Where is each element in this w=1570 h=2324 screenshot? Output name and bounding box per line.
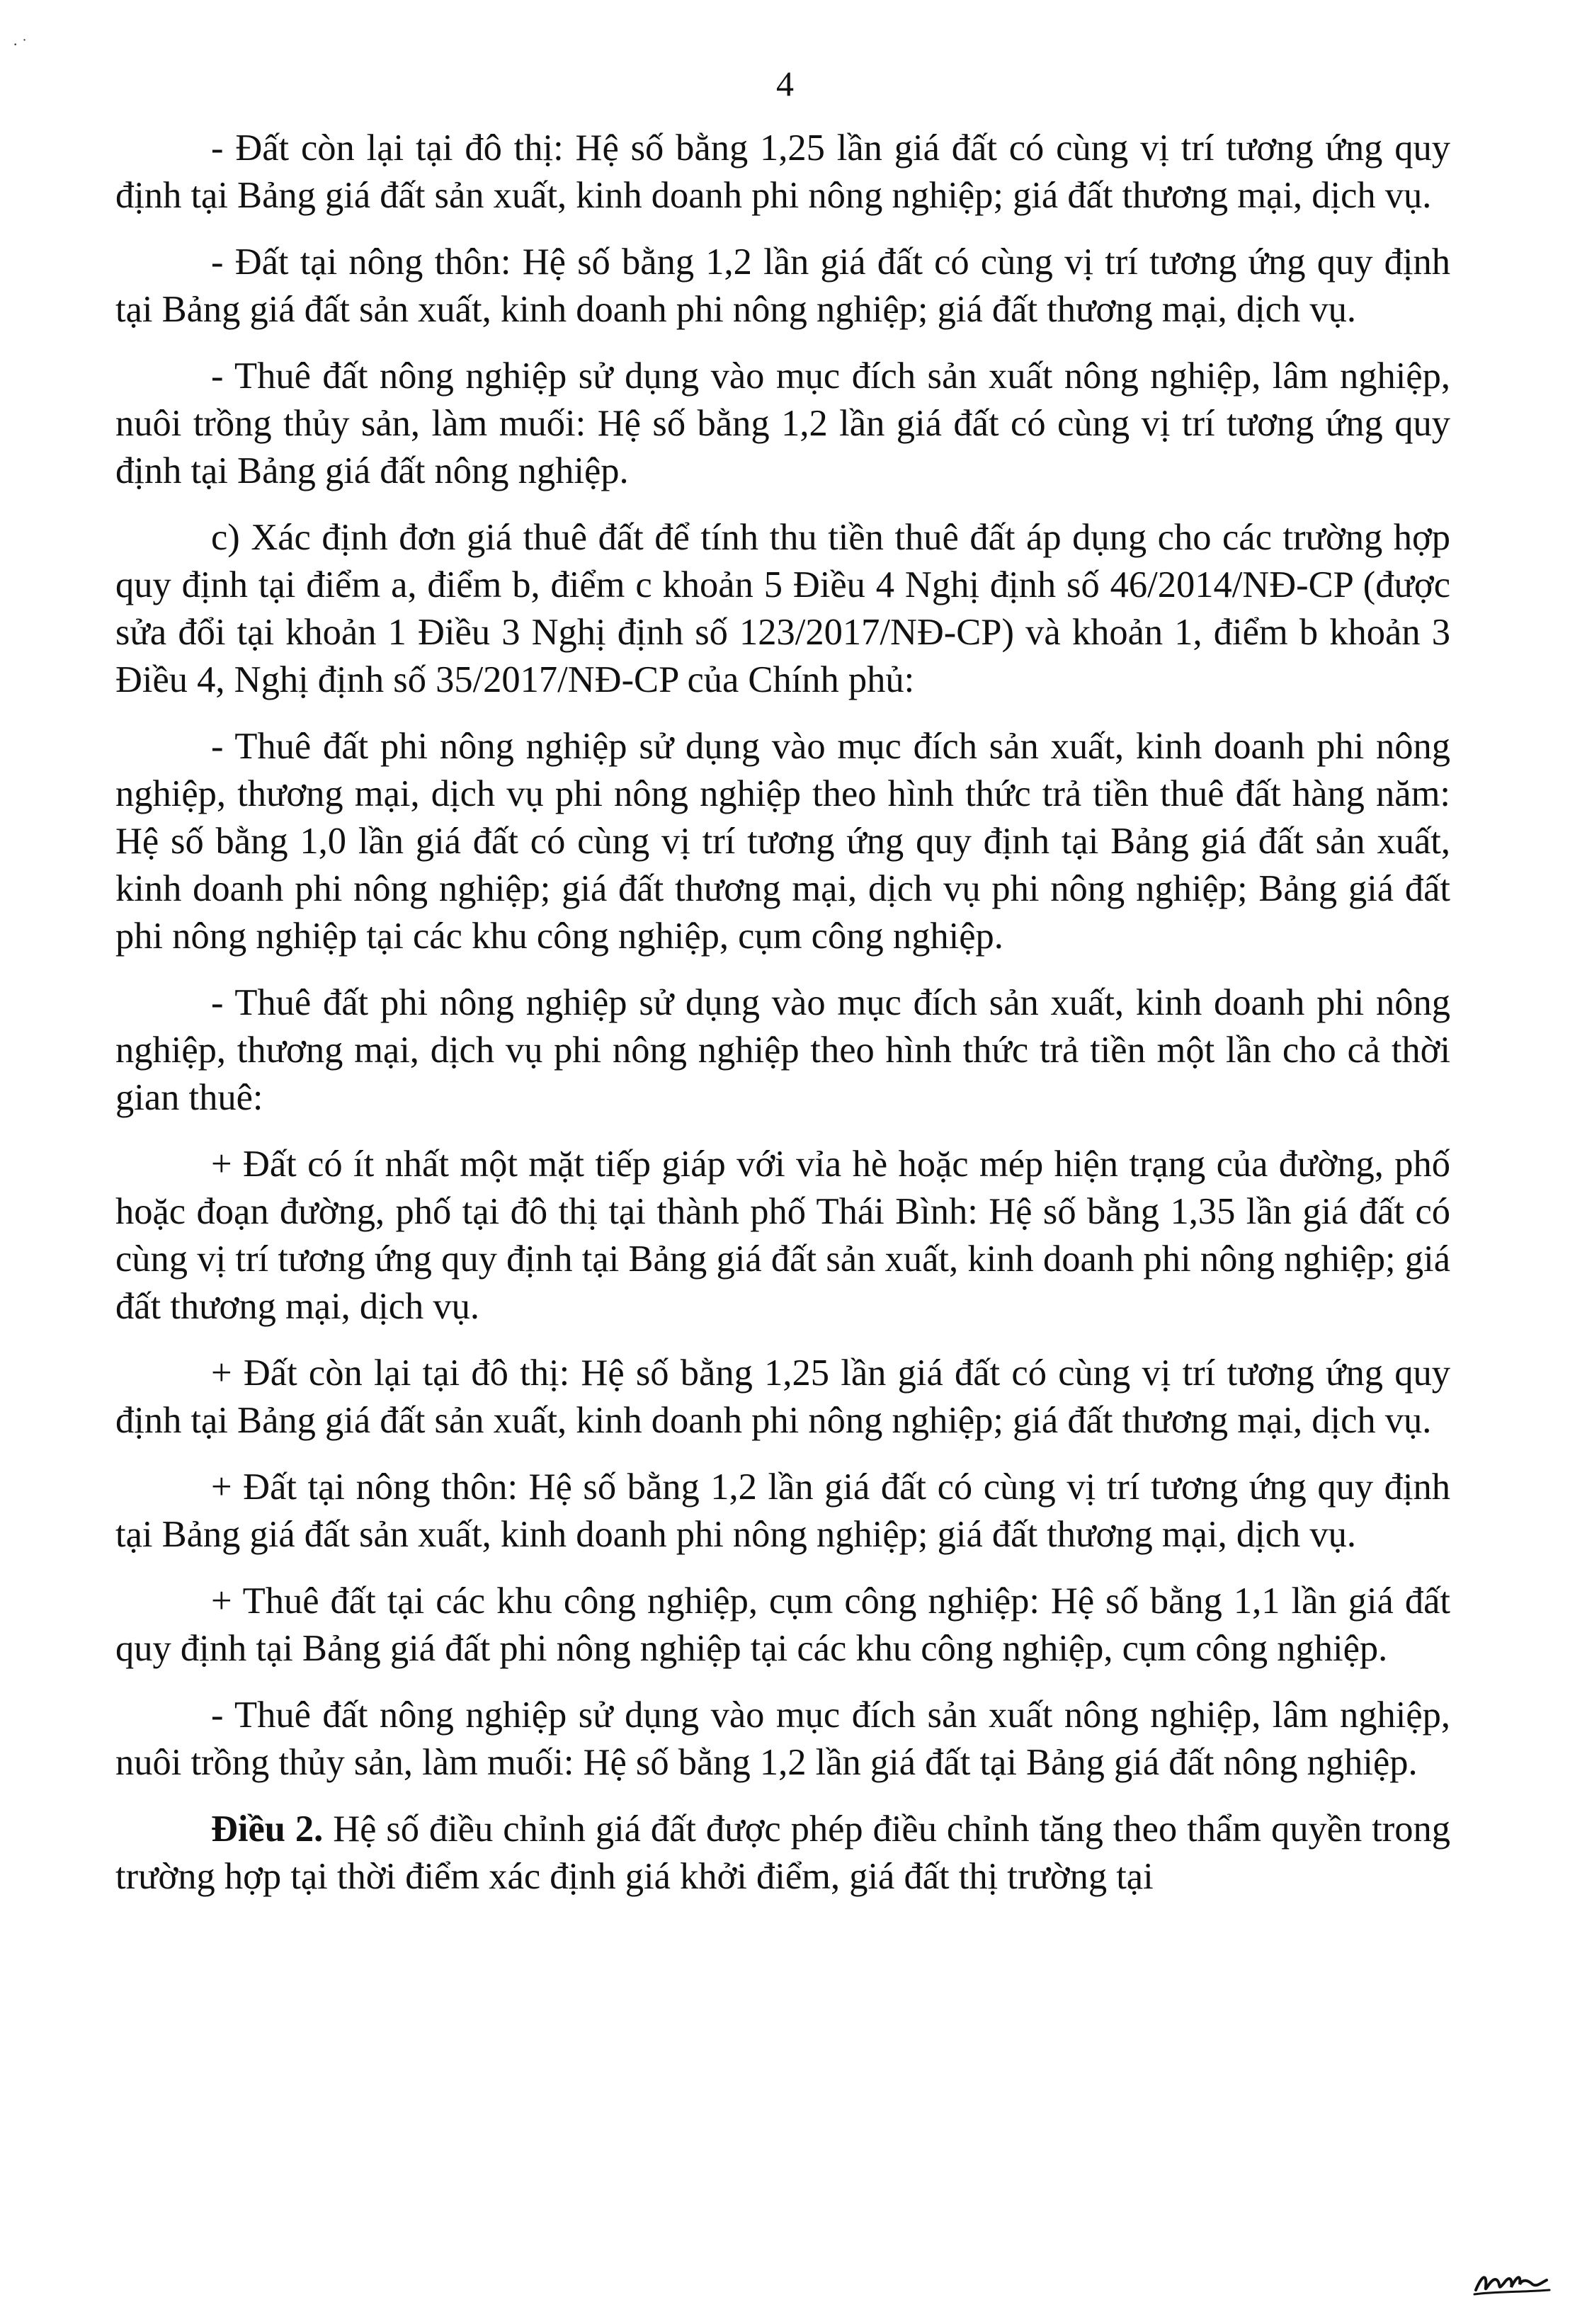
page-number: 4 <box>776 64 794 103</box>
article-2-heading: Điều 2. <box>211 1808 324 1850</box>
paragraph: - Thuê đất phi nông nghiệp sử dụng vào mục đích sản xuất, kinh doanh phi nông nghiệp, thương mại, dịch vụ phi nông nghiệp theo hình thức trả tiền thuê đất hàng năm: Hệ số bằng 1,0 lần giá đất có cùng vị trí tương ứng quy định tại Bảng giá đất sản xuất, kinh doanh phi nông nghiệp; giá đất thương mại, dịch vụ phi nông nghiệp; Bảng giá đất phi nông nghiệp tại các khu công nghiệp, cụm công nghiệp. <box>115 726 1450 957</box>
paragraph: + Đất có ít nhất một mặt tiếp giáp với vỉa hè hoặc mép hiện trạng của đường, phố hoặc đoạn đường, phố tại đô thị tại thành phố Thái Bình: Hệ số bằng 1,35 lần giá đất có cùng vị trí tương ứng quy định tại Bảng giá đất sản xuất, kinh doanh phi nông nghiệp; giá đất thương mại, dịch vụ. <box>115 1144 1450 1327</box>
scan-artifact: · ˙ <box>13 35 28 53</box>
paragraph: - Đất còn lại tại đô thị: Hệ số bằng 1,25 lần giá đất có cùng vị trí tương ứng quy định tại Bảng giá đất sản xuất, kinh doanh phi nông nghiệp; giá đất thương mại, dịch vụ. <box>115 127 1450 216</box>
paragraph: - Thuê đất nông nghiệp sử dụng vào mục đích sản xuất nông nghiệp, lâm nghiệp, nuôi trồng thủy sản, làm muối: Hệ số bằng 1,2 lần giá đất tại Bảng giá đất nông nghiệp. <box>115 1694 1450 1783</box>
paragraph: c) Xác định đơn giá thuê đất để tính thu tiền thuê đất áp dụng cho các trường hợp quy định tại điểm a, điểm b, điểm c khoản 5 Điều 4 Nghị định số 46/2014/NĐ-CP (được sửa đổi tại khoản 1 Điều 3 Nghị định số 123/2017/NĐ-CP) và khoản 1, điểm b khoản 3 Điều 4, Nghị định số 35/2017/NĐ-CP của Chính phủ: <box>115 517 1450 700</box>
paragraph: - Thuê đất phi nông nghiệp sử dụng vào mục đích sản xuất, kinh doanh phi nông nghiệp, thương mại, dịch vụ phi nông nghiệp theo hình thức trả tiền một lần cho cả thời gian thuê: <box>115 982 1450 1118</box>
paragraph: + Đất còn lại tại đô thị: Hệ số bằng 1,25 lần giá đất có cùng vị trí tương ứng quy định tại Bảng giá đất sản xuất, kinh doanh phi nông nghiệp; giá đất thương mại, dịch vụ. <box>115 1352 1450 1441</box>
article-2-paragraph <box>115 1806 1450 1901</box>
article-2-text: Hệ số điều chỉnh giá đất được phép điều chỉnh tăng theo thẩm quyền trong trường hợp tại thời điểm xác định giá khởi điểm, giá đất thị trường tại <box>115 1808 1450 1897</box>
paragraph: - Đất tại nông thôn: Hệ số bằng 1,2 lần giá đất có cùng vị trí tương ứng quy định tại Bảng giá đất sản xuất, kinh doanh phi nông nghiệp; giá đất thương mại, dịch vụ. <box>115 241 1450 330</box>
paragraph: + Thuê đất tại các khu công nghiệp, cụm công nghiệp: Hệ số bằng 1,1 lần giá đất quy định tại Bảng giá đất phi nông nghiệp tại các khu công nghiệp, cụm công nghiệp. <box>115 1580 1450 1669</box>
paragraph: - Thuê đất nông nghiệp sử dụng vào mục đích sản xuất nông nghiệp, lâm nghiệp, nuôi trồng thủy sản, làm muối: Hệ số bằng 1,2 lần giá đất có cùng vị trí tương ứng quy định tại Bảng giá đất nông nghiệp. <box>115 355 1450 491</box>
paragraph: + Đất tại nông thôn: Hệ số bằng 1,2 lần giá đất có cùng vị trí tương ứng quy định tại Bảng giá đất sản xuất, kinh doanh phi nông nghiệp; giá đất thương mại, dịch vụ. <box>115 1466 1450 1555</box>
handwritten-initials <box>1473 2259 1551 2298</box>
document-body <box>115 125 1450 1901</box>
